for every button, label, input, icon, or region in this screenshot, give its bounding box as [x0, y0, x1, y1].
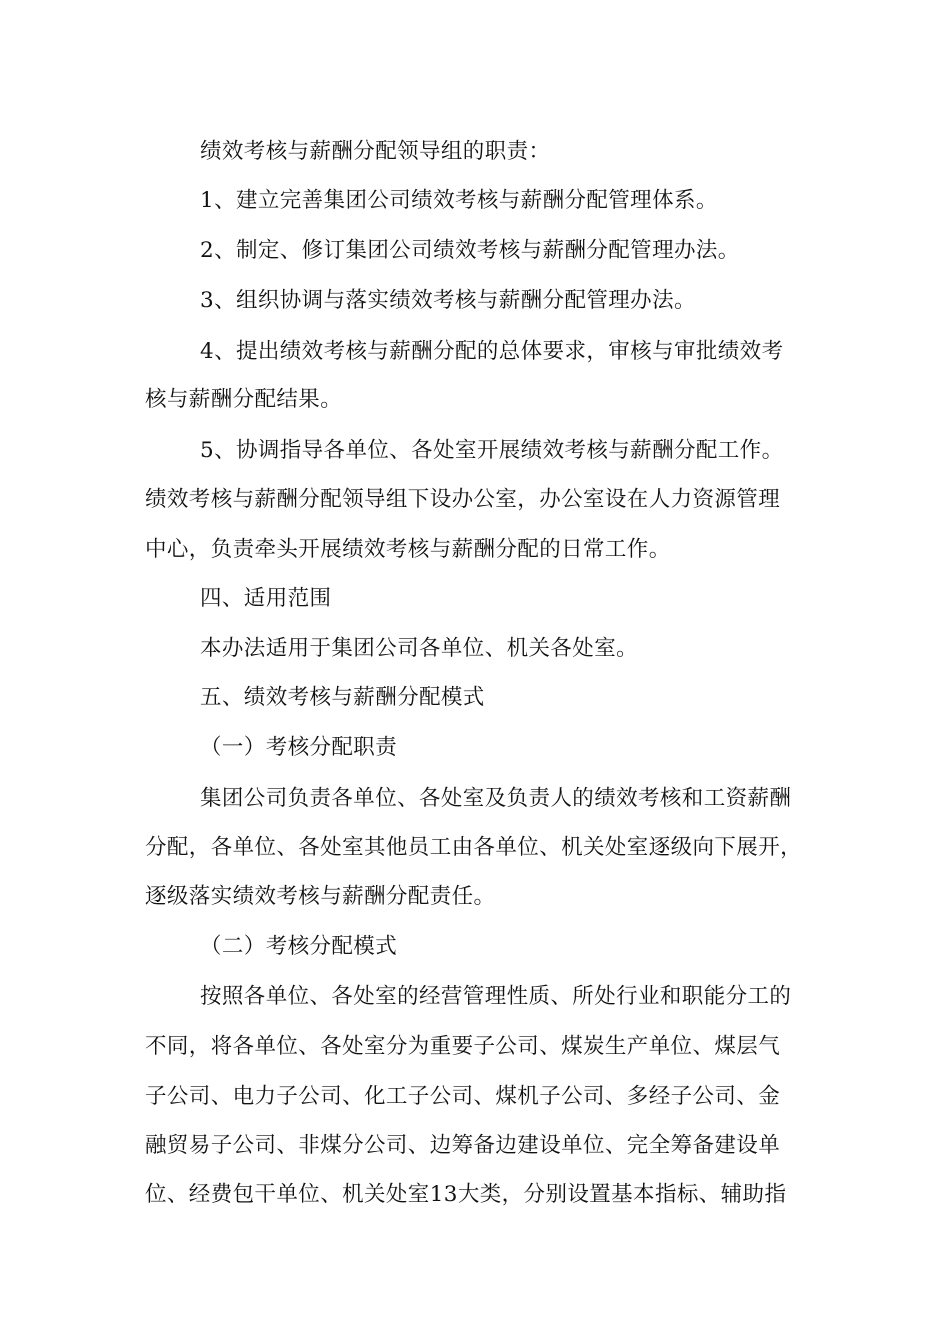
paragraph-line: 分配，各单位、各处室其他员工由各单位、机关处室逐级向下展开， [145, 835, 803, 860]
subsection-heading: （二）考核分配模式 [200, 934, 398, 959]
paragraph-line: 不同，将各单位、各处室分为重要子公司、煤炭生产单位、煤层气 [145, 1034, 781, 1059]
subsection-heading: （一）考核分配职责 [200, 735, 398, 760]
paragraph-line: 绩效考核与薪酬分配领导组下设办公室，办公室设在人力资源管理 [145, 487, 781, 512]
paragraph-line: 中心，负责牵头开展绩效考核与薪酬分配的日常工作。 [145, 537, 671, 562]
paragraph-heading: 绩效考核与薪酬分配领导组的职责： [200, 139, 551, 164]
section-heading: 五、绩效考核与薪酬分配模式 [200, 685, 485, 710]
list-item-continuation: 核与薪酬分配结果。 [145, 387, 343, 412]
list-item: 2、制定、修订集团公司绩效考核与薪酬分配管理办法。 [200, 238, 740, 263]
paragraph-line: 子公司、电力子公司、化工子公司、煤机子公司、多经子公司、金 [145, 1084, 781, 1109]
paragraph-line: 本办法适用于集团公司各单位、机关各处室。 [200, 636, 639, 661]
paragraph-line: 位、经费包干单位、机关处室13大类，分别设置基本指标、辅助指 [145, 1182, 787, 1207]
list-item: 4、提出绩效考核与薪酬分配的总体要求，审核与审批绩效考 [200, 339, 784, 364]
paragraph-line: 融贸易子公司、非煤分公司、边筹备边建设单位、完全筹备建设单 [145, 1133, 781, 1158]
paragraph-line: 按照各单位、各处室的经营管理性质、所处行业和职能分工的 [200, 984, 792, 1009]
paragraph-line: 集团公司负责各单位、各处室及负责人的绩效考核和工资薪酬 [200, 786, 792, 811]
list-item: 5、协调指导各单位、各处室开展绩效考核与薪酬分配工作。 [200, 438, 784, 463]
list-item: 1、建立完善集团公司绩效考核与薪酬分配管理体系。 [200, 188, 718, 213]
list-item: 3、组织协调与落实绩效考核与薪酬分配管理办法。 [200, 288, 696, 313]
paragraph-line: 逐级落实绩效考核与薪酬分配责任。 [145, 884, 496, 909]
section-heading: 四、适用范围 [200, 586, 332, 611]
